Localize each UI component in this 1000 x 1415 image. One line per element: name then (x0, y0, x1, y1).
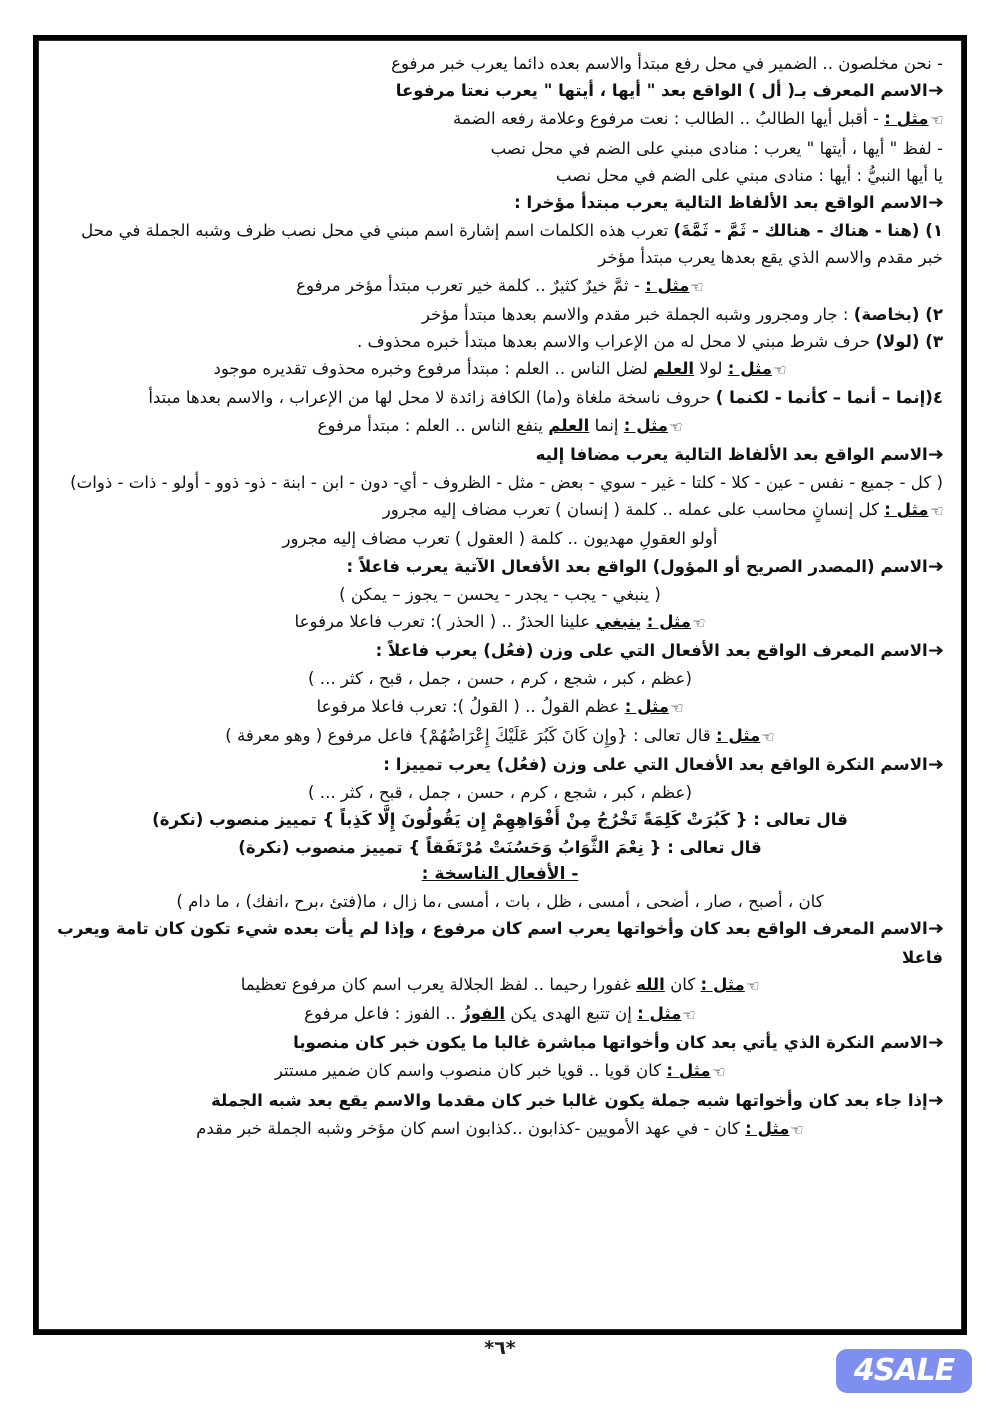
line-text: - الأفعال الناسخة : (421, 863, 579, 884)
line-text: : جار ومجرور وشبه الجملة خبر مقدم والاسم بعدها مبتدأ مؤخر (421, 304, 849, 324)
highlighted-term: ينبغي (595, 612, 642, 632)
highlighted-term: الله (636, 974, 665, 994)
line-text: كان قويا .. قويا خبر كان منصوب واسم كان ضمير مستتر (274, 1061, 662, 1081)
text-line (57, 915, 943, 970)
pointing-hand-icon: ☞ (691, 614, 706, 633)
line-text: الاسم المعرف الواقع بعد الأفعال التي على وزن (فعُل) يعرب فاعلاً : (375, 641, 928, 661)
line-text: عظم القولُ .. ( القولُ ): تعرب فاعلا مرفوعا (316, 696, 620, 716)
text-line (57, 665, 943, 692)
arrow-bullet-icon: ➜ (927, 919, 945, 940)
text-line (57, 1115, 943, 1144)
line-text: قال تعالى : { كَبُرَتْ كَلِمَةً تَخْرُجُ مِنْ أَفْوَاهِهِمْ إِن يَقُولُونَ إِلَّا كَذِباً } تمييز منصوب (نكرة) (152, 810, 848, 830)
line-text: أولو العقولِ مهديون .. كلمة ( العقول ) تعرب مضاف إليه مجرور (282, 529, 718, 549)
line-text: الاسم النكرة الواقع بعد الأفعال التي على وزن (فعُل) يعرب تمييزا : (383, 755, 928, 775)
line-text: تعرب هذه الكلمات اسم إشارة اسم مبني في محل نصب ظرف وشبه الجملة في محل خبر مقدم والاسم الذي يقع بعدها يعرب مبتدأ مؤخر (81, 221, 943, 268)
arrow-bullet-icon: ➜ (927, 444, 945, 465)
line-text: ينبغي علينا الحذرُ .. ( الحذر ): تعرب فاعلا مرفوعا (294, 612, 642, 632)
line-text: ( ينبغي - يجب - يجدر - يحسن – يجوز – يمكن ) (339, 584, 661, 604)
example-label: مثل : (715, 725, 761, 745)
line-text: حرف شرط مبني لا محل له من الإعراب والاسم بعدها مبتدأ خبره محذوف . (356, 332, 871, 352)
example-label: مثل : (646, 612, 691, 632)
line-text: إذا جاء بعد كان وأخواتها شبه جملة يكون غالبا خبر كان مقدما والاسم يقع بعد شبه الجملة (210, 1090, 928, 1110)
rule-item-marker: ٣) (لولا) (875, 332, 943, 352)
text-line (57, 135, 943, 162)
text-line (57, 496, 943, 525)
line-text: - لفظ " أيها ، أيتها " يعرب : منادى مبني على الضم في محل نصب (490, 138, 943, 158)
text-line (57, 861, 943, 888)
pointing-hand-icon: ☞ (669, 417, 683, 436)
line-text: الاسم المعرف بـ( أل ) الواقع بعد " أيها ، أيتها " يعرب نعتا مرفوعا (395, 81, 928, 101)
text-line (57, 1000, 943, 1029)
line-text: كل إنسانٍ محاسب على عمله .. كلمة ( إنسان ) تعرب مضاف إليه مجرور (382, 500, 879, 520)
text-line (57, 272, 943, 301)
text-line (57, 1057, 943, 1086)
pointing-hand-icon: ☞ (773, 361, 787, 380)
text-line (57, 888, 943, 915)
watermark-label: 4SALE (853, 1353, 955, 1388)
line-text: الاسم النكرة الذي يأتي بعد كان وأخواتها مباشرة غالبا ما يكون خبر كان منصوبا (293, 1033, 928, 1053)
line-text: - ثمَّ خيرٌ كثيرٌ .. كلمة خير تعرب مبتدأ مؤخر مرفوع (296, 275, 640, 295)
highlighted-term: العلم (653, 359, 695, 379)
arrow-bullet-icon: ➜ (927, 641, 945, 662)
line-text: لولا العلم لضل الناس .. العلم : مبتدأ مرفوع وخبره محذوف تقديره موجود (213, 359, 723, 379)
text-line (57, 581, 943, 608)
pointing-hand-icon: ☞ (670, 698, 684, 717)
line-text: كان الله غفورا رحيما .. لفظ الجلالة يعرب اسم كان مرفوع تعظيما (240, 974, 696, 994)
pointing-hand-icon: ☞ (929, 502, 943, 521)
text-line (57, 328, 943, 355)
text-line (57, 189, 943, 217)
watermark-badge-4sale (836, 1349, 972, 1393)
text-line (57, 412, 943, 441)
text-line (57, 50, 943, 77)
rule-item-marker: ٢) (بخاصة) (853, 304, 943, 324)
text-line (57, 608, 943, 637)
text-line (57, 469, 943, 496)
text-line (57, 1029, 943, 1057)
arrow-bullet-icon: ➜ (927, 556, 945, 577)
arrow-bullet-icon: ➜ (927, 193, 945, 214)
example-label: مثل : (637, 1003, 682, 1023)
text-line (57, 722, 943, 751)
text-line (57, 806, 943, 833)
text-line (57, 751, 943, 779)
text-line (57, 441, 943, 469)
example-label: مثل : (700, 974, 745, 994)
text-line (57, 637, 943, 665)
example-label: مثل : (884, 109, 929, 129)
arrow-bullet-icon: ➜ (927, 755, 945, 776)
line-text: حروف ناسخة ملغاة و(ما) الكافة زائدة لا محل لها من الإعراب ، والاسم بعدها مبتدأ (148, 388, 711, 408)
line-text: - أقبل أيها الطالبُ .. الطالب : نعت مرفوع وعلامة رفعه الضمة (453, 109, 879, 129)
example-label: مثل : (884, 500, 929, 520)
text-line (57, 525, 943, 552)
text-line (57, 834, 943, 861)
text-line (57, 971, 943, 1000)
text-line (57, 217, 943, 271)
text-line (57, 384, 943, 411)
example-label: مثل : (645, 275, 690, 295)
document-body (43, 46, 957, 1324)
text-line (57, 1087, 943, 1115)
line-text: - نحن مخلصون .. الضمير في محل رفع مبتدأ والاسم بعده دائما يعرب خبر مرفوع (391, 54, 943, 73)
pointing-hand-icon: ☞ (711, 1063, 726, 1082)
line-text: ( كل - جميع - نفس - عين - كلا - كلتا - غير - سوي - بعض - مثل - الظروف - أي- دون - ابن - ابنة - ذو- ذوو - أولو - ذات - ذوات) (70, 473, 943, 493)
line-text: الاسم (المصدر الصريح أو المؤول) الواقع بعد الأفعال الآتية يعرب فاعلاً : (346, 556, 928, 576)
text-line (57, 693, 943, 722)
arrow-bullet-icon: ➜ (927, 81, 945, 102)
arrow-bullet-icon: ➜ (927, 1090, 945, 1111)
line-text: الاسم الواقع بعد الألفاظ التالية يعرب مضافا إليه (535, 444, 928, 464)
pointing-hand-icon: ☞ (745, 976, 760, 995)
line-text: إن تتبع الهدى يكن الفوزُ .. الفوز : فاعل مرفوع (304, 1003, 632, 1023)
text-line (57, 355, 943, 384)
example-label: مثل : (624, 696, 670, 716)
pointing-hand-icon: ☞ (682, 1005, 696, 1024)
highlighted-term: العلم (548, 415, 590, 435)
text-line (57, 553, 943, 581)
page-number: *٦* (484, 1337, 516, 1359)
line-text: (عظم ، كبر ، شجع ، كرم ، حسن ، جمل ، قبح ، كثر ... ) (308, 783, 692, 803)
line-text: الاسم الواقع بعد الألفاظ التالية يعرب مبتدأ مؤخرا : (514, 193, 928, 213)
example-label: مثل : (623, 415, 669, 435)
rule-item-marker: ٤(إنما – أنما – كأنما - لكنما ) (715, 388, 943, 408)
line-text: قال تعالى : {وإِن كَانَ كَبُرَ عَلَيْكَ إِعْرَاضُهُمْ} فاعل مرفوع ( وهو معرفة ) (225, 725, 711, 745)
text-line (57, 162, 943, 189)
arrow-bullet-icon: ➜ (927, 1033, 945, 1054)
line-text: قال تعالى : { نِعْمَ الثَّوَابُ وَحَسُنَتْ مُرْتَفَقاً } تمييز منصوب (نكرة) (238, 837, 762, 857)
rule-item-marker: ١) (هنا - هناك - هنالك - ثَمَّ - ثَمَّةَ) (673, 221, 943, 241)
line-text: كان ، أصبح ، صار ، أضحى ، أمسى ، ظل ، بات ، أمسى ،ما زال ، ما(فتئ ،برح ،انفك) ، ما دام ) (176, 892, 824, 912)
line-text: (عظم ، كبر ، شجع ، كرم ، حسن ، جمل ، قبح ، كثر ... ) (308, 669, 692, 689)
example-label: مثل : (727, 359, 773, 379)
example-label: مثل : (745, 1118, 790, 1138)
line-text: الاسم المعرف الواقع بعد كان وأخواتها يعرب اسم كان مرفوع ، وإذا لم يأت بعده شيء تكون كان تامة ويعرب فاعلا (57, 919, 943, 967)
text-line (57, 77, 943, 105)
highlighted-term: الفوزُ (461, 1003, 506, 1023)
line-text: كان - في عهد الأمويين -كذابون ..كذابون اسم كان مؤخر وشبه الجملة خبر مقدم (196, 1118, 740, 1138)
line-text: إنما العلم ينفع الناس .. العلم : مبتدأ مرفوع (317, 415, 619, 435)
example-label: مثل : (666, 1061, 711, 1081)
text-line (57, 105, 943, 134)
pointing-hand-icon: ☞ (790, 1120, 804, 1139)
text-line (57, 301, 943, 328)
pointing-hand-icon: ☞ (929, 111, 943, 130)
line-text: يا أيها النبيُّ : أيها : منادى مبني على الضم في محل نصب (555, 165, 943, 185)
pointing-hand-icon: ☞ (761, 727, 775, 746)
pointing-hand-icon: ☞ (690, 277, 704, 296)
text-line (57, 779, 943, 806)
